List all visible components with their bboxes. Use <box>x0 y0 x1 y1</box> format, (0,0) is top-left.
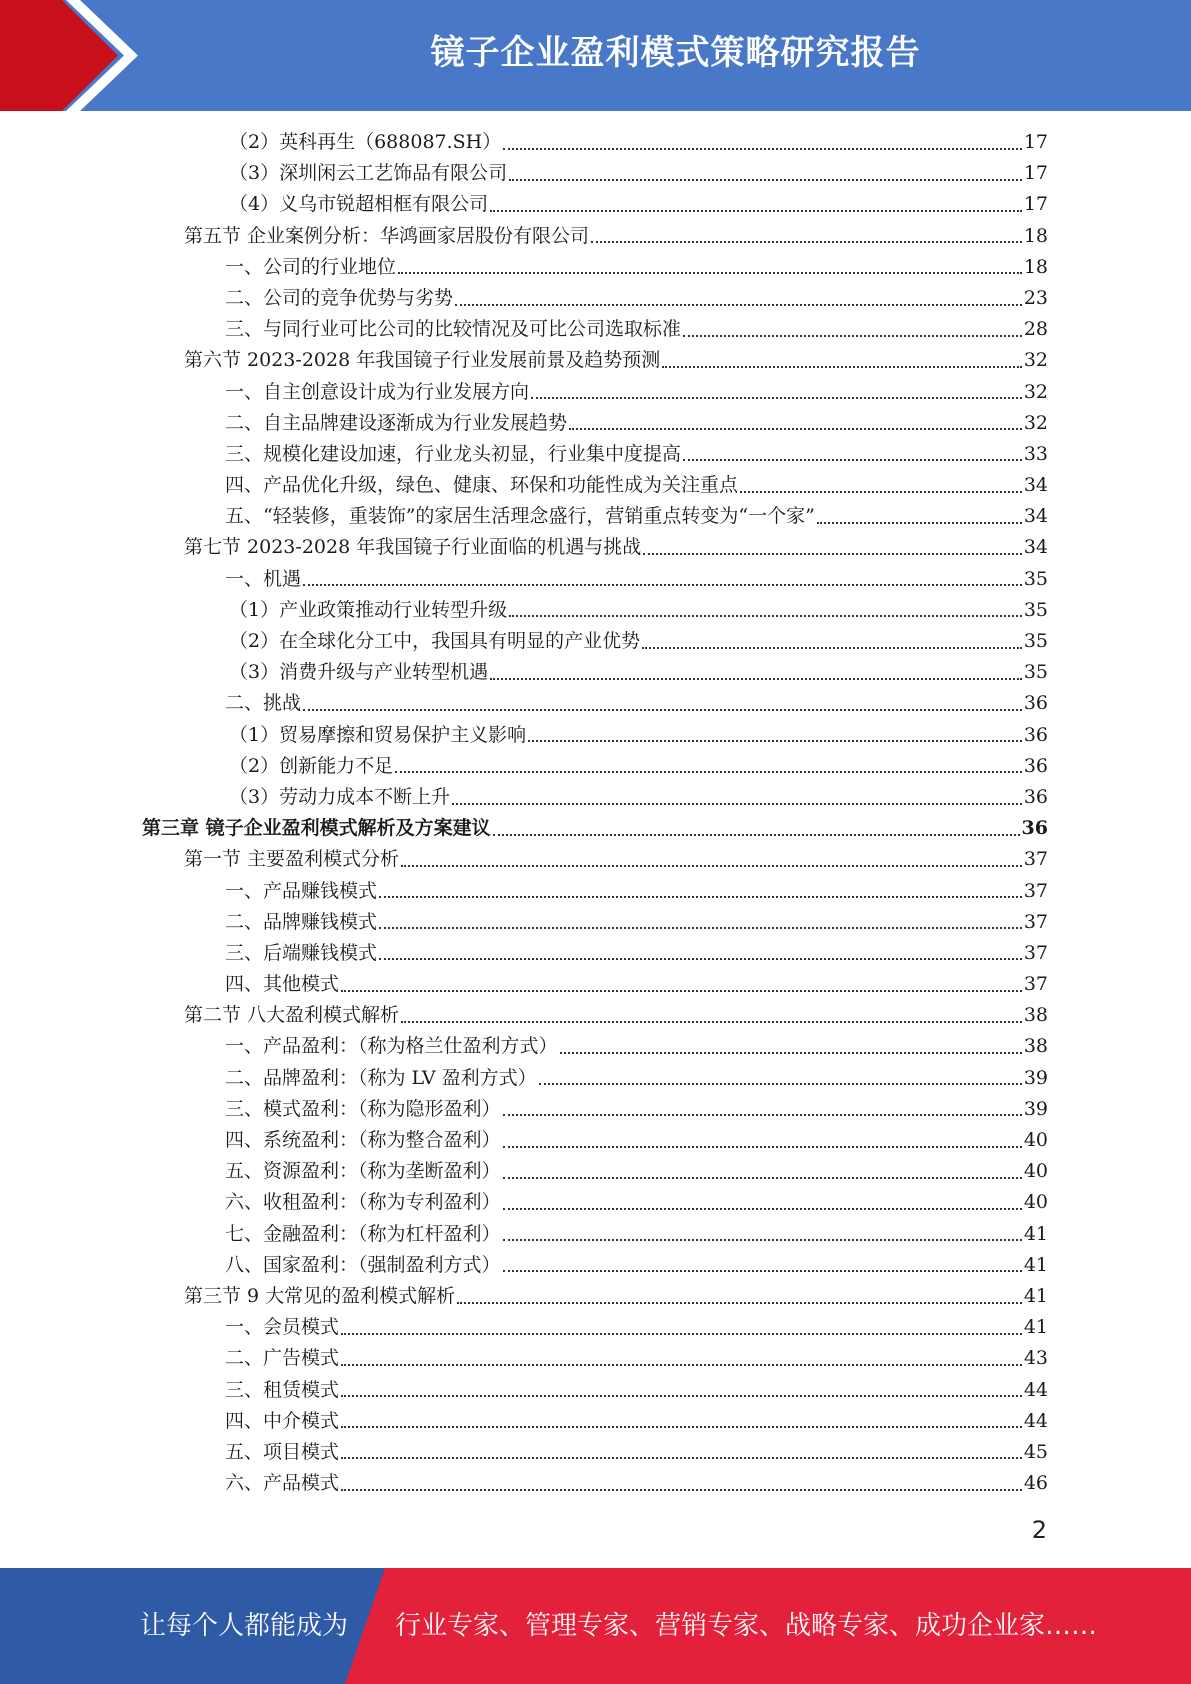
toc-entry-title: 三、后端赚钱模式 <box>225 941 378 964</box>
toc-entry-title: 四、其他模式 <box>225 973 340 996</box>
toc-entry-title: （1）贸易摩擦和贸易保护主义影响 <box>229 723 527 746</box>
page-footer <box>0 1568 1191 1684</box>
toc-entry-title: 二、自主品牌建设逐渐成为行业发展趋势 <box>225 411 568 434</box>
toc-entry-page: 33 <box>1023 442 1048 465</box>
toc-entry-title: 三、模式盈利：（称为隐形盈利） <box>225 1097 501 1120</box>
toc-entry[interactable] <box>0 969 1191 1000</box>
toc-entry[interactable] <box>0 1125 1191 1156</box>
toc-entry[interactable] <box>0 782 1191 813</box>
toc-entry-title: 第五节 企业案例分析：华鸿画家居股份有限公司 <box>184 224 590 247</box>
toc-entry-page: 39 <box>1023 1066 1048 1089</box>
toc-leader-dots <box>503 1114 1022 1116</box>
toc-entry[interactable] <box>0 1250 1191 1281</box>
toc-entry-title: 七、金融盈利：（称为杠杆盈利） <box>225 1222 501 1245</box>
toc-leader-dots <box>539 1083 1022 1085</box>
toc-entry[interactable] <box>0 1343 1191 1374</box>
toc-leader-dots <box>401 865 1022 867</box>
toc-entry-page: 37 <box>1023 910 1048 933</box>
toc-leader-dots <box>509 615 1022 617</box>
toc-leader-dots <box>341 1426 1022 1428</box>
toc-entry-page: 40 <box>1023 1129 1048 1151</box>
header-arrow-decoration <box>0 0 150 111</box>
toc-entry-title: （3）消费升级与产业转型机遇 <box>229 661 489 684</box>
toc-leader-dots <box>303 584 1022 586</box>
toc-leader-dots <box>452 803 1022 805</box>
toc-entry[interactable] <box>0 1406 1191 1437</box>
toc-entry-title: 四、中介模式 <box>225 1409 340 1432</box>
toc-leader-dots <box>341 1333 1022 1335</box>
toc-entry-title: 五、项目模式 <box>225 1440 340 1463</box>
toc-entry-page: 40 <box>1023 1191 1048 1214</box>
toc-entry-page: 35 <box>1023 567 1048 590</box>
toc-entry[interactable] <box>0 1219 1191 1250</box>
report-title: 镜子企业盈利模式策略研究报告 <box>430 33 921 73</box>
toc-entry-page: 44 <box>1023 1409 1048 1432</box>
toc-entry-title: （1）产业政策推动行业转型升级 <box>229 598 508 621</box>
toc-entry[interactable] <box>0 1281 1191 1312</box>
toc-entry-page: 32 <box>1023 411 1048 434</box>
toc-leader-dots <box>303 709 1022 711</box>
toc-entry-title: （4）义乌市锐超相框有限公司 <box>229 193 489 216</box>
toc-leader-dots <box>591 241 1022 243</box>
toc-leader-dots <box>395 771 1022 773</box>
toc-entry-title: 四、系统盈利：（称为整合盈利） <box>225 1129 501 1151</box>
toc-entry-title: 一、机遇 <box>225 567 302 590</box>
toc-entry[interactable] <box>0 127 1191 158</box>
toc-leader-dots <box>817 522 1022 524</box>
toc-leader-dots <box>341 1489 1022 1491</box>
toc-leader-dots <box>341 1364 1022 1366</box>
toc-leader-dots <box>683 335 1022 337</box>
toc-leader-dots <box>457 1302 1022 1304</box>
toc-entry[interactable] <box>0 501 1191 532</box>
toc-entry[interactable] <box>0 844 1191 875</box>
toc-entry-page: 40 <box>1023 1160 1048 1183</box>
toc-entry-page: 36 <box>1023 723 1048 746</box>
table-of-contents <box>0 127 1191 1499</box>
toc-entry-title: 第七节 2023-2028 年我国镜子行业面临的机遇与挑战 <box>184 536 642 559</box>
toc-leader-dots <box>341 1457 1022 1459</box>
toc-leader-dots <box>683 459 1022 461</box>
toc-entry-title: （3）深圳闲云工艺饰品有限公司 <box>229 162 508 185</box>
toc-entry[interactable] <box>0 1187 1191 1218</box>
toc-entry[interactable] <box>0 1468 1191 1499</box>
toc-entry[interactable] <box>0 751 1191 782</box>
toc-entry-title: 三、租赁模式 <box>225 1378 340 1401</box>
toc-entry[interactable] <box>0 408 1191 439</box>
toc-leader-dots <box>560 1052 1022 1054</box>
toc-entry-title: 第三节 9 大常见的盈利模式解析 <box>184 1284 456 1307</box>
page-number: 2 <box>1031 1516 1047 1544</box>
toc-leader-dots <box>493 834 1020 836</box>
toc-entry-page: 28 <box>1023 318 1048 341</box>
toc-entry-page: 37 <box>1023 848 1048 871</box>
toc-entry-title: 五、资源盈利：（称为垄断盈利） <box>225 1160 501 1183</box>
toc-entry[interactable] <box>0 377 1191 408</box>
toc-leader-dots <box>642 647 1022 649</box>
toc-entry[interactable] <box>0 189 1191 220</box>
toc-entry[interactable] <box>0 813 1191 844</box>
toc-entry-title: 一、会员模式 <box>225 1316 340 1339</box>
toc-entry-page: 37 <box>1023 973 1048 996</box>
toc-entry[interactable] <box>0 907 1191 938</box>
toc-entry-title: 一、产品赚钱模式 <box>225 879 378 902</box>
toc-entry[interactable] <box>0 158 1191 189</box>
toc-leader-dots <box>341 990 1022 992</box>
toc-leader-dots <box>662 366 1022 368</box>
toc-entry-page: 36 <box>1021 817 1048 840</box>
toc-entry-title: （2）英科再生（688087.SH） <box>229 131 502 153</box>
toc-leader-dots <box>455 304 1022 306</box>
toc-entry-title: （3）劳动力成本不断上升 <box>229 785 451 808</box>
toc-entry-title: （2）创新能力不足 <box>229 754 394 777</box>
toc-entry-title: 三、规模化建设加速，行业龙头初显，行业集中度提高 <box>225 442 682 465</box>
toc-leader-dots <box>528 740 1022 742</box>
toc-leader-dots <box>503 1270 1022 1272</box>
toc-leader-dots <box>503 1146 1022 1148</box>
toc-entry[interactable] <box>0 345 1191 376</box>
toc-leader-dots <box>569 428 1022 430</box>
toc-entry-title: （2）在全球化分工中，我国具有明显的产业优势 <box>229 630 641 652</box>
toc-entry-page: 44 <box>1023 1378 1048 1401</box>
toc-entry[interactable] <box>0 1094 1191 1125</box>
toc-entry-page: 36 <box>1023 785 1048 808</box>
toc-entry[interactable] <box>0 439 1191 470</box>
toc-entry-title: 第一节 主要盈利模式分析 <box>184 848 400 871</box>
toc-leader-dots <box>379 896 1022 898</box>
toc-entry-page: 35 <box>1023 661 1048 684</box>
toc-entry-title: 八、国家盈利：（强制盈利方式） <box>225 1253 501 1276</box>
toc-entry-title: 第三章 镜子企业盈利模式解析及方案建议 <box>142 817 491 840</box>
toc-entry-title: 六、收租盈利：（称为专利盈利） <box>225 1191 501 1214</box>
toc-entry-page: 46 <box>1023 1472 1048 1495</box>
toc-entry-title: 五、“轻装修，重装饰”的家居生活理念盛行，营销重点转变为“一个家” <box>225 505 815 528</box>
toc-leader-dots <box>503 148 1022 150</box>
toc-entry[interactable] <box>0 1063 1191 1094</box>
toc-entry-title: 第六节 2023-2028 年我国镜子行业发展前景及趋势预测 <box>184 349 661 372</box>
toc-entry-page: 38 <box>1023 1004 1048 1027</box>
toc-entry-title: 二、广告模式 <box>225 1347 340 1370</box>
toc-entry[interactable] <box>0 1437 1191 1468</box>
page-header <box>0 0 1191 111</box>
toc-entry-title: 四、产品优化升级，绿色、健康、环保和功能性成为关注重点 <box>225 474 739 497</box>
toc-entry-page: 37 <box>1023 879 1048 902</box>
toc-entry[interactable] <box>0 564 1191 595</box>
toc-entry-page: 35 <box>1023 630 1048 652</box>
toc-entry[interactable] <box>0 1156 1191 1187</box>
toc-entry-page: 41 <box>1023 1316 1048 1339</box>
toc-entry-page: 38 <box>1023 1035 1048 1058</box>
toc-entry-title: 二、挑战 <box>225 692 302 715</box>
toc-entry-title: 二、公司的竞争优势与劣势 <box>225 286 454 309</box>
toc-leader-dots <box>341 1395 1022 1397</box>
toc-entry-title: 六、产品模式 <box>225 1472 340 1495</box>
toc-leader-dots <box>503 1239 1022 1241</box>
toc-entry[interactable] <box>0 720 1191 751</box>
toc-entry[interactable] <box>0 252 1191 283</box>
toc-entry-page: 32 <box>1023 380 1048 403</box>
toc-entry-page: 36 <box>1023 754 1048 777</box>
toc-leader-dots <box>740 491 1022 493</box>
toc-entry-page: 36 <box>1023 692 1048 715</box>
toc-entry-page: 34 <box>1023 536 1048 559</box>
toc-entry-page: 17 <box>1023 162 1048 185</box>
toc-leader-dots <box>490 210 1022 212</box>
toc-entry-page: 23 <box>1023 286 1048 309</box>
toc-entry[interactable] <box>0 626 1191 657</box>
toc-entry-title: 一、公司的行业地位 <box>225 255 397 278</box>
toc-entry[interactable] <box>0 938 1191 969</box>
toc-entry[interactable] <box>0 470 1191 501</box>
toc-entry-page: 17 <box>1023 193 1048 216</box>
toc-leader-dots <box>531 397 1022 399</box>
toc-entry[interactable] <box>0 688 1191 719</box>
toc-entry-page: 45 <box>1023 1440 1048 1463</box>
toc-entry-page: 41 <box>1023 1253 1048 1276</box>
toc-entry-page: 32 <box>1023 349 1048 372</box>
toc-leader-dots <box>643 553 1022 555</box>
toc-entry-page: 39 <box>1023 1097 1048 1120</box>
toc-entry-page: 34 <box>1023 505 1048 528</box>
toc-leader-dots <box>398 272 1022 274</box>
toc-entry-title: 一、产品盈利：（称为格兰仕盈利方式） <box>225 1035 558 1058</box>
toc-entry-page: 43 <box>1023 1347 1048 1370</box>
toc-entry-page: 34 <box>1023 474 1048 497</box>
toc-entry[interactable] <box>0 283 1191 314</box>
toc-leader-dots <box>379 958 1022 960</box>
toc-entry[interactable] <box>0 1031 1191 1062</box>
toc-leader-dots <box>503 1208 1022 1210</box>
toc-entry-title: 三、与同行业可比公司的比较情况及可比公司选取标准 <box>225 318 682 341</box>
footer-slogan-right: 行业专家、管理专家、营销专家、战略专家、成功企业家…… <box>395 1611 1098 1641</box>
toc-entry[interactable] <box>0 595 1191 626</box>
toc-entry-page: 18 <box>1023 255 1048 278</box>
toc-entry-title: 第二节 八大盈利模式解析 <box>184 1004 400 1027</box>
toc-leader-dots <box>401 1021 1022 1023</box>
toc-entry-title: 一、自主创意设计成为行业发展方向 <box>225 380 530 403</box>
toc-entry[interactable] <box>0 532 1191 563</box>
toc-entry[interactable] <box>0 221 1191 252</box>
toc-entry-title: 二、品牌盈利：（称为 LV 盈利方式） <box>225 1066 537 1089</box>
toc-entry[interactable] <box>0 1312 1191 1343</box>
toc-entry-page: 37 <box>1023 941 1048 964</box>
toc-entry-page: 18 <box>1023 224 1048 247</box>
toc-entry-page: 35 <box>1023 598 1048 621</box>
toc-entry[interactable] <box>0 1000 1191 1031</box>
toc-entry[interactable] <box>0 314 1191 345</box>
toc-leader-dots <box>509 179 1022 181</box>
footer-slogan-left: 让每个人都能成为 <box>140 1611 349 1641</box>
toc-entry-title: 二、品牌赚钱模式 <box>225 910 378 933</box>
toc-entry-page: 17 <box>1023 131 1048 153</box>
toc-entry[interactable] <box>0 876 1191 907</box>
toc-entry-page: 41 <box>1023 1222 1048 1245</box>
toc-leader-dots <box>503 1177 1022 1179</box>
toc-entry-page: 41 <box>1023 1284 1048 1307</box>
toc-entry[interactable] <box>0 1375 1191 1406</box>
toc-entry[interactable] <box>0 657 1191 688</box>
toc-leader-dots <box>379 927 1022 929</box>
toc-leader-dots <box>490 678 1022 680</box>
